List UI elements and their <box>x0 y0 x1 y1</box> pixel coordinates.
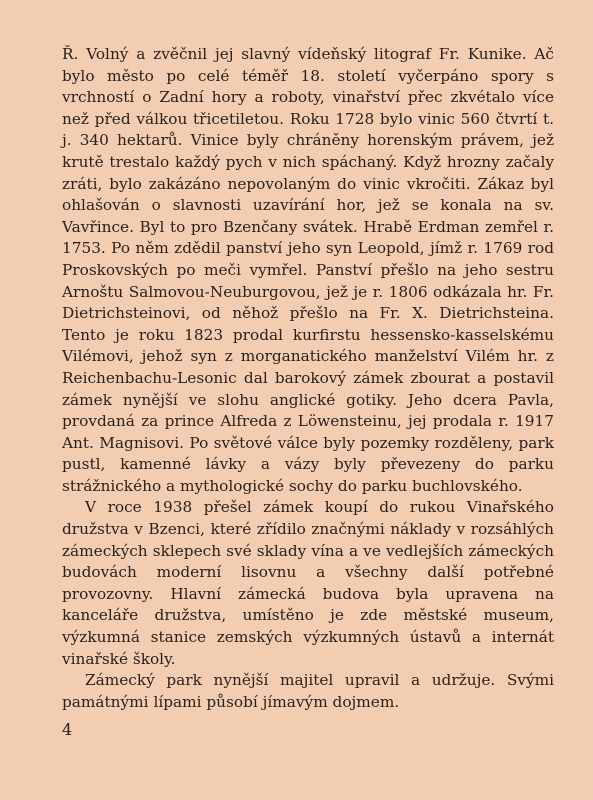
page-number: 4 <box>62 720 73 739</box>
paragraph-3: Zámecký park nynější majitel upravil a udržuje. Svými památnými lípami působí jímavým dojmem. <box>62 671 554 711</box>
body-text <box>62 44 554 713</box>
paragraph-1: Ř. Volný a zvěčnil jej slavný vídeňský litograf Fr. Kunike. Ač bylo město po celé téměř 18. století vyčerpáno spory s vrchností o Zadní hory a roboty, vinařství přec zkvétalo více než před válkou třicetiletou. Roku 1728 bylo vinic 560 čtvrtí t. j. 340 hektarů. Vinice byly chráněny horenským právem, jež krutě trestalo každý pych v nich spáchaný. Když hrozny začaly zráti, bylo zakázáno nepovolaným do vinic vkročiti. Zákaz byl ohlašován o slavnosti uzavírání hor, jež se konala na sv. Vavřince. Byl to pro Bzenčany svátek. Hrabě Erdman zemřel r. 1753. Po něm zdědil panství jeho syn Leopold, jímž r. 1769 rod Proskovských po meči vymřel. Panství přešlo na jeho sestru Arnoštu Salmovou-Neuburgovou, jež je r. 1806 odkázala hr. Fr. Dietrichsteinovi, od něhož přešlo na Fr. X. Dietrichsteina. Tento je roku 1823 prodal kurfirstu hessensko-kasselskému Vilémovi, jehož syn z morganatického manželství Vilém hr. z Reichenbachu-Lesonic dal barokový zámek zbourat a postavil zámek nynější ve slohu anglické gotiky. Jeho dcera Pavla, provdaná za prince Alfreda z Löwensteinu, jej prodala r. 1917 Ant. Magnisovi. Po světové válce byly pozemky rozděleny, park pustl, kamenné lávky a vázy byly převezeny do parku strážnického a mythologické sochy do parku buchlovského. <box>62 45 554 495</box>
paragraph-2: V roce 1938 přešel zámek koupí do rukou Vinařského družstva v Bzenci, které zřídilo značnými náklady v rozsáhlých zámeckých sklepech své sklady vína a ve vedlejších zámeckých budovách moderní lisovnu a všechny další potřebné provozovny. Hlavní zámecká budova byla upravena na kanceláře družstva, umístěno je zde městské museum, výzkumná stanice zemských výzkumných ústavů a internát vinařské školy. <box>62 498 554 668</box>
